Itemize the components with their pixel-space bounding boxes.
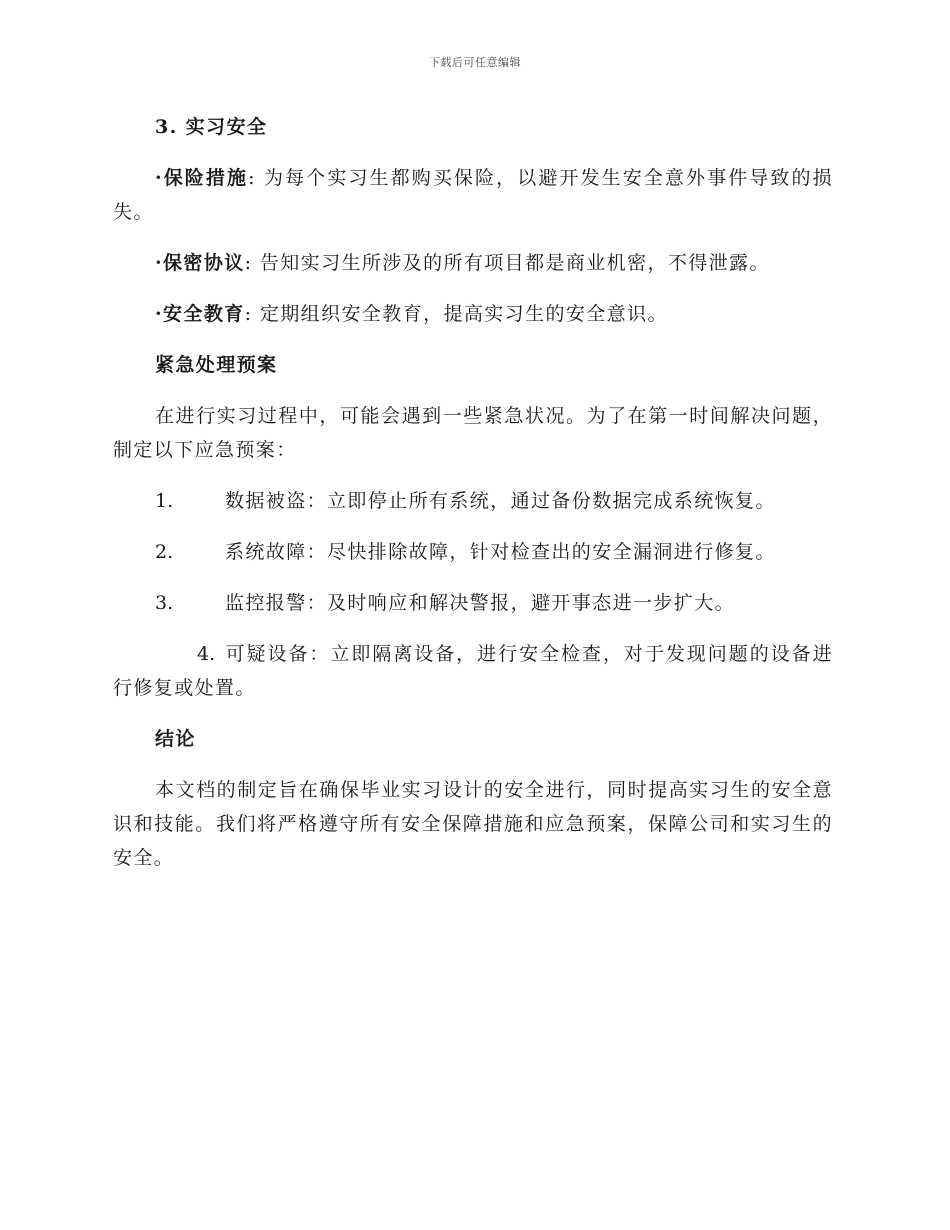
bullet-term: 安全教育 [163,303,245,325]
list-item-text: 系统故障：尽快排除故障，针对检查出的安全漏洞进行修复。 [225,541,776,563]
list-item [113,535,833,569]
header-note: 下载后可任意编辑 [429,56,521,69]
emergency-title: 紧急处理预案 [155,354,278,376]
list-item [113,637,833,705]
bullet-text: : 为每个实习生都购买保险，以避开发生安全意外事件导致的损失。 [113,167,833,223]
bullet-marker: · [155,167,164,189]
list-item-number: 2. [155,541,174,563]
section-title: 3. 实习安全 [155,116,268,138]
list-item [113,586,833,620]
emergency-intro: 在进行实习过程中，可能会遇到一些紧急状况。为了在第一时间解决问题，制定以下应急预案： [113,405,833,461]
bullet-safety-education [113,297,833,331]
bullet-text: : 定期组织安全教育，提高实习生的安全意识。 [244,303,668,325]
list-item-number: 4. [197,643,216,665]
conclusion-text: 本文档的制定旨在确保毕业实习设计的安全进行，同时提高实习生的安全意识和技能。我们将严格遵守所有安全保障措施和应急预案，保障公司和实习生的安全。 [113,779,833,869]
list-item-text: 可疑设备：立即隔离设备，进行安全检查，对于发现问题的设备进行修复或处置。 [113,643,833,699]
document-body [113,110,833,892]
list-item-number: 1. [155,490,174,512]
list-item [113,484,833,518]
list-item-text: 数据被盗：立即停止所有系统，通过备份数据完成系统恢复。 [225,490,776,512]
bullet-marker: · [155,303,164,325]
list-item-text: 监控报警：及时响应和解决警报，避开事态进一步扩大。 [225,592,736,614]
list-item-number: 3. [155,592,174,614]
bullet-term: 保密协议 [163,252,245,274]
bullet-marker: · [155,252,164,274]
bullet-text: : 告知实习生所涉及的所有项目都是商业机密，不得泄露。 [244,252,770,274]
bullet-term: 保险措施 [163,167,249,189]
bullet-insurance [113,161,833,229]
conclusion-title: 结论 [155,728,196,750]
bullet-confidentiality [113,246,833,280]
